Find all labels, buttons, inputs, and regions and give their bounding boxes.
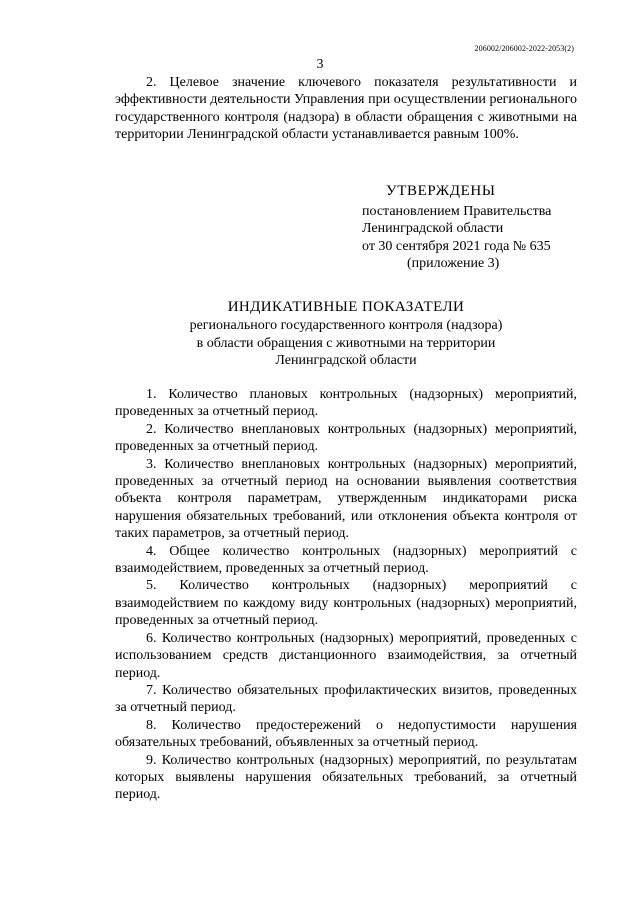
approval-line-1: постановлением Правительства: [362, 203, 552, 219]
list-item: 8. Количество предостережений о недопустимости нарушения обязательных требований, объявленных за отчетный период.: [115, 717, 577, 751]
title-sub-1: регионального государственного контроля (надзора): [189, 318, 503, 334]
indicator-list: [115, 386, 577, 804]
approval-line-4: (приложение 3): [407, 256, 500, 272]
approval-heading: УТВЕРЖДЕНЫ: [386, 183, 496, 199]
approval-block: [362, 183, 592, 273]
list-item: 6. Количество контрольных (надзорных) мероприятий, проведенных с использованием средств дистанционного взаимодействия, за отчетный период.: [115, 630, 577, 681]
list-item: 2. Количество внеплановых контрольных (надзорных) мероприятий, проведенных за отчетный период.: [115, 421, 577, 455]
intro-section: [115, 74, 577, 144]
list-item: 9. Количество контрольных (надзорных) мероприятий, по результатам которых выявлены нарушения обязательных требований, за отчетный период.: [115, 752, 577, 803]
title-sub-3: Ленинградской области: [275, 353, 417, 369]
list-item: 4. Общее количество контрольных (надзорных) мероприятий с взаимодействием, проведенных за отчетный период.: [115, 543, 577, 577]
list-item: 3. Количество внеплановых контрольных (надзорных) мероприятий, проведенных за отчетный период на основании выявления соответствия объекта контроля параметрам, утвержденным индикаторами риска нарушения обязательных требований, или отклонения объекта контроля от таких параметров, за отчетный период.: [115, 456, 577, 542]
title-sub-2: в области обращения с животными на территории: [196, 335, 496, 351]
page-number: 3: [316, 57, 324, 72]
approval-line-2: Ленинградской области: [362, 221, 504, 237]
document-title: [115, 299, 577, 370]
title-main: ИНДИКАТИВНЫЕ ПОКАЗАТЕЛИ: [227, 299, 465, 315]
list-item: 5. Количество контрольных (надзорных) мероприятий с взаимодействием по каждому виду контрольных (надзорных) мероприятий, проведенных за отчетный период.: [115, 578, 577, 629]
document-id: 206002/206002-2022-2053(2): [474, 44, 574, 53]
list-item: 7. Количество обязательных профилактических визитов, проведенных за отчетный период.: [115, 682, 577, 716]
list-item: 1. Количество плановых контрольных (надзорных) мероприятий, проведенных за отчетный период.: [115, 387, 577, 420]
approval-line-3: от 30 сентября 2021 года № 635: [362, 238, 551, 254]
intro-paragraph: 2. Целевое значение ключевого показателя результативности и эффективности деятельности Управления при осуществлении регионального государственного контроля (надзора) в области обращения с животными на территории Ленинградской области устанавливается равным 100%.: [115, 75, 577, 143]
